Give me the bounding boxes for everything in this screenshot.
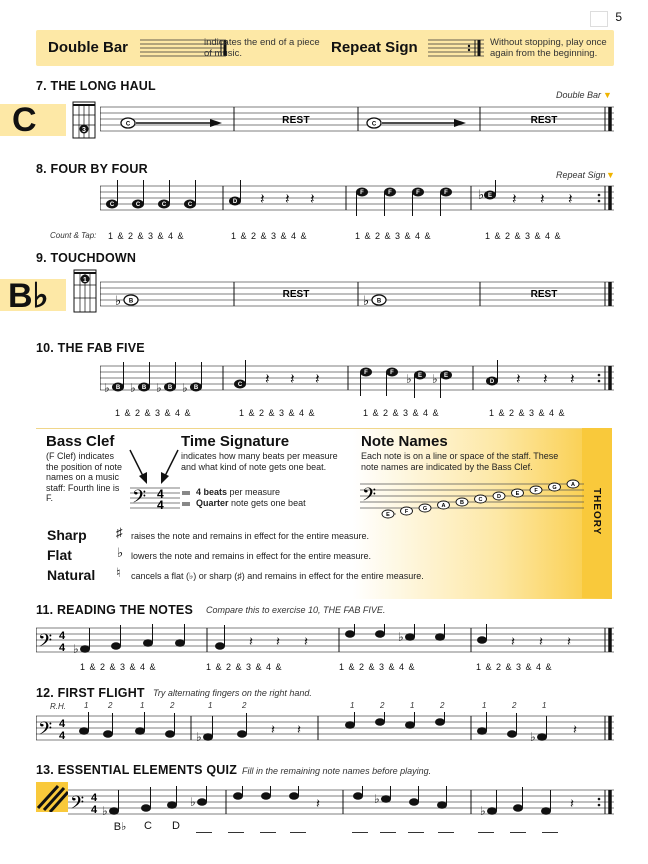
repeat-sign-label: Repeat Sign xyxy=(556,170,606,180)
svg-text:E: E xyxy=(443,373,449,379)
svg-text:♭: ♭ xyxy=(73,642,79,656)
note-name-label: G xyxy=(552,485,557,491)
svg-text:𝄢: 𝄢 xyxy=(38,630,53,655)
svg-text:♭: ♭ xyxy=(156,381,162,395)
sharp-text: raises the note and remains in effect for the entire measure. xyxy=(131,531,369,541)
svg-text:♭: ♭ xyxy=(478,187,485,202)
svg-text:♭: ♭ xyxy=(530,730,536,744)
key-letter-bb: B♭ xyxy=(8,277,49,315)
finger-number: 1 xyxy=(140,701,145,710)
svg-text:4: 4 xyxy=(59,642,66,654)
svg-text:C: C xyxy=(109,202,115,208)
svg-text:𝄽: 𝄽 xyxy=(290,371,295,388)
double-bar-desc: indicates the end of a piece of music. xyxy=(204,37,320,59)
theory-tab-label: THEORY xyxy=(591,488,602,536)
quiz-blank[interactable] xyxy=(380,820,396,833)
svg-text:4: 4 xyxy=(59,718,66,730)
fret-number: 1 xyxy=(83,277,87,284)
quiz-blank[interactable] xyxy=(510,820,526,833)
exercise-10-title: 10. THE FAB FIVE xyxy=(36,341,145,355)
svg-text:𝄽: 𝄽 xyxy=(260,191,265,208)
finger-number: 2 xyxy=(512,701,517,710)
count-measure: 1 & 2 & 3 & 4 & xyxy=(485,231,561,241)
count-measure: 1 & 2 & 3 & 4 & xyxy=(489,408,565,418)
svg-text:4: 4 xyxy=(157,498,164,512)
svg-text:♭: ♭ xyxy=(190,795,196,809)
exercise-11-subtitle: Compare this to exercise 10, THE FAB FIVE. xyxy=(206,605,386,615)
repeat-sign-icon xyxy=(426,35,486,61)
rest-label: REST xyxy=(530,115,558,126)
double-bar-title: Double Bar xyxy=(48,39,129,56)
svg-text:4: 4 xyxy=(91,804,98,816)
right-hand-label: R.H. xyxy=(50,702,66,711)
exercise-9-title: 9. TOUCHDOWN xyxy=(36,251,137,265)
exercise-12-subtitle: Try alternating fingers on the right hand. xyxy=(153,688,312,698)
svg-text:B: B xyxy=(115,385,121,391)
svg-text:C: C xyxy=(237,382,243,388)
svg-text:𝄢: 𝄢 xyxy=(38,718,53,743)
svg-text:F: F xyxy=(388,190,392,196)
rest-label: REST xyxy=(530,289,558,300)
svg-text:C: C xyxy=(187,202,193,208)
staff-exercise-10 xyxy=(100,360,614,400)
svg-text:𝄽: 𝄽 xyxy=(304,634,308,649)
svg-text:C: C xyxy=(135,202,141,208)
rest-label: REST xyxy=(282,289,310,300)
quiz-blank[interactable] xyxy=(260,820,276,833)
exercise-12-title: 12. FIRST FLIGHT xyxy=(36,686,145,700)
quiz-blank[interactable] xyxy=(542,820,558,833)
quiz-blank[interactable] xyxy=(290,820,306,833)
time-signature-title: Time Signature xyxy=(181,433,290,450)
svg-text:𝄽: 𝄽 xyxy=(570,371,575,388)
svg-text:𝄽: 𝄽 xyxy=(543,371,548,388)
svg-text:C: C xyxy=(161,202,167,208)
svg-text:D: D xyxy=(232,199,238,205)
svg-text:♭: ♭ xyxy=(363,293,370,308)
svg-text:𝄽: 𝄽 xyxy=(570,796,574,811)
svg-text:𝄽: 𝄽 xyxy=(512,191,517,208)
count-measure: 1 & 2 & 3 & 4 & xyxy=(239,408,315,418)
count-measure: 1 & 2 & 3 & 4 & xyxy=(80,662,156,672)
count-measure: 1 & 2 & 3 & 4 & xyxy=(339,662,415,672)
count-measure: 1 & 2 & 3 & 4 & xyxy=(363,408,439,418)
svg-text:D: D xyxy=(489,379,495,385)
svg-text:♭: ♭ xyxy=(374,792,380,806)
flat-label: Flat xyxy=(47,547,72,563)
rest-label: REST xyxy=(282,115,310,126)
svg-text:𝄢: 𝄢 xyxy=(132,486,147,511)
note-name-label: A xyxy=(441,503,446,509)
essential-elements-icon xyxy=(36,782,68,812)
svg-text:4: 4 xyxy=(157,487,164,501)
quiz-answer[interactable]: B♭ xyxy=(113,821,127,833)
svg-text:𝄽: 𝄽 xyxy=(573,722,577,737)
svg-text:𝄽: 𝄽 xyxy=(516,371,521,388)
svg-text:♭: ♭ xyxy=(102,804,108,818)
four-beats-text: 4 beats per measure xyxy=(196,487,281,497)
svg-text:𝄽: 𝄽 xyxy=(315,371,320,388)
note-name-label: E xyxy=(386,512,390,518)
bass-clef-text: (F Clef) indicates the position of note names on a music staff: Fourth line is F. xyxy=(46,451,123,503)
exercise-13-subtitle: Fill in the remaining note names before playing. xyxy=(242,766,432,776)
staff-exercise-12 xyxy=(36,712,614,746)
finger-number: 1 xyxy=(84,701,89,710)
svg-text:♭: ♭ xyxy=(182,381,188,395)
finger-number: 1 xyxy=(410,701,415,710)
flat-text: lowers the note and remains in effect for the entire measure. xyxy=(131,551,371,561)
svg-text:♭: ♭ xyxy=(130,381,136,395)
svg-text:F: F xyxy=(360,190,364,196)
svg-text:𝄽: 𝄽 xyxy=(297,722,301,737)
theory-tab xyxy=(582,428,612,598)
count-measure: 1 & 2 & 3 & 4 & xyxy=(476,662,552,672)
svg-text:B: B xyxy=(376,298,382,305)
natural-icon: ♮ xyxy=(116,565,121,580)
exercise-13-title: 13. ESSENTIAL ELEMENTS QUIZ xyxy=(36,763,238,777)
finger-number: 2 xyxy=(108,701,113,710)
repeat-sign-title: Repeat Sign xyxy=(331,39,418,56)
quiz-blank[interactable] xyxy=(352,820,368,833)
count-measure: 1 & 2 & 3 & 4 & xyxy=(115,408,191,418)
svg-text:♭: ♭ xyxy=(196,730,202,744)
svg-text:𝄽: 𝄽 xyxy=(249,634,253,649)
fret-number: 3 xyxy=(82,127,86,134)
finger-number: 2 xyxy=(242,701,247,710)
finger-number: 2 xyxy=(380,701,385,710)
svg-text:F: F xyxy=(444,190,448,196)
staff-exercise-11 xyxy=(36,624,614,658)
svg-text:𝄽: 𝄽 xyxy=(271,722,275,737)
svg-text:𝄽: 𝄽 xyxy=(567,634,571,649)
svg-text:C: C xyxy=(125,121,131,128)
svg-text:𝄽: 𝄽 xyxy=(511,634,515,649)
fingering-chart-icon xyxy=(70,100,98,140)
time-signature-text: indicates how many beats per measure and what kind of note gets one beat. xyxy=(181,451,338,472)
svg-text:𝄽: 𝄽 xyxy=(310,191,315,208)
definitions-banner xyxy=(36,30,614,66)
svg-text:𝄢: 𝄢 xyxy=(70,792,85,817)
svg-text:♭: ♭ xyxy=(406,372,412,386)
svg-text:B: B xyxy=(141,385,147,391)
note-name-label: F xyxy=(404,509,409,515)
count-measure: 1 & 2 & 3 & 4 & xyxy=(206,662,282,672)
finger-number: 2 xyxy=(440,701,445,710)
svg-text:♭: ♭ xyxy=(432,372,438,386)
svg-text:♭: ♭ xyxy=(480,804,486,818)
staff-exercise-9 xyxy=(100,278,614,312)
quiz-blank[interactable] xyxy=(478,820,494,833)
page-number: 5 xyxy=(615,10,622,24)
svg-text:F: F xyxy=(416,190,420,196)
exercise-8-title: 8. FOUR BY FOUR xyxy=(36,162,148,176)
arrow-down-icon: ▼ xyxy=(606,170,615,180)
natural-label: Natural xyxy=(47,567,96,583)
flat-icon: ♭ xyxy=(117,545,124,560)
note-name-label: C xyxy=(478,497,483,503)
sharp-icon: ♯ xyxy=(116,525,123,540)
sharp-label: Sharp xyxy=(47,527,87,543)
quiz-answer[interactable]: D xyxy=(172,820,180,832)
svg-text:𝄽: 𝄽 xyxy=(276,634,280,649)
svg-text:𝄢: 𝄢 xyxy=(362,484,377,509)
staff-exercise-13 xyxy=(68,786,614,820)
count-measure: 1 & 2 & 3 & 4 & xyxy=(231,231,307,241)
svg-text:B: B xyxy=(128,298,134,305)
svg-text:𝄽: 𝄽 xyxy=(568,191,573,208)
svg-text:𝄽: 𝄽 xyxy=(265,371,270,388)
svg-text:♭: ♭ xyxy=(398,630,404,644)
note-name-label: G xyxy=(422,506,428,512)
quiz-blank[interactable] xyxy=(196,820,212,833)
note-names-title: Note Names xyxy=(361,433,448,450)
fingering-chart-icon xyxy=(70,268,100,316)
arrow-down-icon: ▼ xyxy=(603,90,612,100)
key-letter-c: C xyxy=(12,101,37,139)
svg-text:𝄽: 𝄽 xyxy=(539,634,543,649)
svg-text:𝄽: 𝄽 xyxy=(316,796,320,811)
finger-number: 1 xyxy=(208,701,213,710)
svg-text:E: E xyxy=(487,193,493,199)
finger-number: 2 xyxy=(170,701,175,710)
staff-exercise-8 xyxy=(100,180,614,218)
svg-text:𝄽: 𝄽 xyxy=(540,191,545,208)
note-names-staff xyxy=(360,478,584,524)
staff-exercise-7 xyxy=(100,103,614,135)
quiz-blank[interactable] xyxy=(438,820,454,833)
count-measure: 1 & 2 & 3 & 4 & xyxy=(355,231,431,241)
svg-text:C: C xyxy=(371,121,377,128)
finger-number: 1 xyxy=(542,701,547,710)
finger-number: 1 xyxy=(350,701,355,710)
svg-text:𝄽: 𝄽 xyxy=(285,191,290,208)
page-number-box xyxy=(590,11,608,27)
quarter-note-text: Quarter note gets one beat xyxy=(196,498,306,508)
note-name-label: E xyxy=(515,491,520,497)
count-tap-label: Count & Tap: xyxy=(50,231,97,240)
note-names-text: Each note is on a line or space of the staff. These note names are indicated by the Bass Clef. xyxy=(361,451,559,472)
exercise-11-title: 11. READING THE NOTES xyxy=(36,603,194,617)
svg-text:4: 4 xyxy=(59,730,66,742)
double-bar-label: Double Bar xyxy=(556,90,602,100)
note-name-label: A xyxy=(571,482,575,488)
svg-text:B: B xyxy=(193,385,199,391)
finger-number: 1 xyxy=(482,701,487,710)
svg-text:F: F xyxy=(364,370,368,376)
note-name-label: F xyxy=(534,488,538,494)
svg-text:♭: ♭ xyxy=(104,381,110,395)
svg-text:F: F xyxy=(390,370,394,376)
quiz-answer[interactable]: C xyxy=(144,820,152,832)
quiz-blank[interactable] xyxy=(408,820,424,833)
repeat-sign-desc: Without stopping, play once again from the beginning. xyxy=(490,37,607,59)
natural-text: cancels a flat (♭) or sharp (♯) and remains in effect for the entire measure. xyxy=(131,571,424,581)
exercise-7-title: 7. THE LONG HAUL xyxy=(36,79,156,93)
svg-text:E: E xyxy=(417,373,423,379)
note-name-label: B xyxy=(460,500,464,506)
answer-row xyxy=(0,820,648,840)
bass-clef-title: Bass Clef xyxy=(46,433,115,450)
count-measure: 1 & 2 & 3 & 4 & xyxy=(108,231,184,241)
svg-text:4: 4 xyxy=(91,792,98,804)
svg-text:♭: ♭ xyxy=(115,293,122,308)
svg-text:4: 4 xyxy=(59,630,66,642)
note-name-label: D xyxy=(497,494,501,500)
svg-text:B: B xyxy=(167,385,173,391)
quiz-blank[interactable] xyxy=(228,820,244,833)
